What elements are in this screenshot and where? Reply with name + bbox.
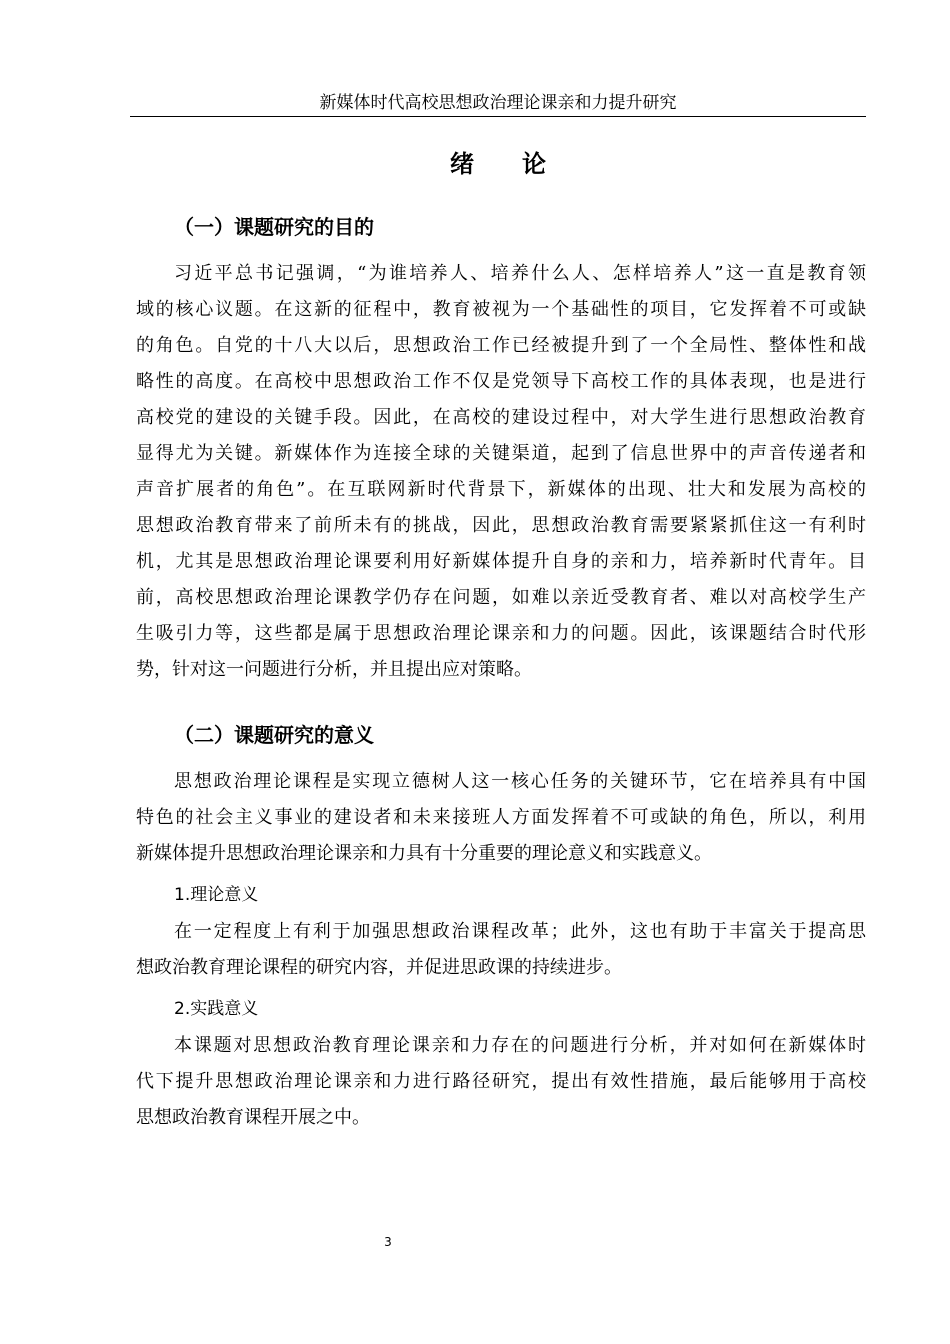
paragraph-line: 习近平总书记强调，“为谁培养人、培养什么人、怎样培养人”这一直是教育领: [174, 263, 866, 284]
subsection-heading-theoretical: 1.理论意义: [174, 885, 259, 905]
chapter-title: 绪论: [450, 150, 594, 178]
paragraph-line: 前，高校思想政治理论课教学仍存在问题，如难以亲近受教育者、难以对高校学生产: [136, 587, 866, 608]
paragraph-line: 声音扩展者的角色”。在互联网新时代背景下，新媒体的出现、壮大和发展为高校的: [136, 479, 866, 500]
page-number: 3: [384, 1235, 392, 1249]
paragraph-line: 在一定程度上有利于加强思想政治课程改革；此外，这也有助于丰富关于提高思: [174, 921, 866, 942]
paragraph-line: 机，尤其是思想政治理论课要利用好新媒体提升自身的亲和力，培养新时代青年。目: [136, 551, 866, 572]
section-heading-significance: （二）课题研究的意义: [174, 723, 374, 747]
paragraph-line: 生吸引力等，这些都是属于思想政治理论课亲和力的问题。因此，该课题结合时代形: [136, 623, 866, 644]
paragraph-line: 特色的社会主义事业的建设者和未来接班人方面发挥着不可或缺的角色，所以，利用: [136, 807, 866, 828]
section-heading-purpose: （一）课题研究的目的: [174, 215, 374, 239]
paragraph-line: 思想政治理论课程是实现立德树人这一核心任务的关键环节，它在培养具有中国: [174, 771, 866, 792]
paragraph-line: 代下提升思想政治理论课亲和力进行路径研究，提出有效性措施，最后能够用于高校: [136, 1071, 866, 1092]
paragraph-line: 思想政治教育带来了前所未有的挑战，因此，思想政治教育需要紧紧抓住这一有利时: [136, 515, 866, 536]
running-header: 新媒体时代高校思想政治理论课亲和力提升研究: [319, 93, 677, 113]
paragraph-line: 显得尤为关键。新媒体作为连接全球的关键渠道，起到了信息世界中的声音传递者和: [136, 443, 866, 464]
paragraph-line: 本课题对思想政治教育理论课亲和力存在的问题进行分析，并对如何在新媒体时: [174, 1035, 866, 1056]
paragraph-line: 域的核心议题。在这新的征程中，教育被视为一个基础性的项目，它发挥着不可或缺: [136, 299, 866, 320]
paragraph-line: 的角色。自党的十八大以后，思想政治工作已经被提升到了一个全局性、整体性和战: [136, 335, 866, 356]
paragraph-line: 想政治教育理论课程的研究内容，并促进思政课的持续进步。: [136, 957, 622, 978]
paragraph-line: 略性的高度。在高校中思想政治工作不仅是党领导下高校工作的具体表现，也是进行: [136, 371, 866, 392]
paragraph-line: 思想政治教育课程开展之中。: [136, 1107, 370, 1128]
header-rule: [130, 116, 866, 117]
subsection-heading-practical: 2.实践意义: [174, 999, 259, 1019]
paragraph-line: 高校党的建设的关键手段。因此，在高校的建设过程中，对大学生进行思想政治教育: [136, 407, 866, 428]
paragraph-line: 新媒体提升思想政治理论课亲和力具有十分重要的理论意义和实践意义。: [136, 843, 712, 864]
paragraph-line: 势，针对这一问题进行分析，并且提出应对策略。: [136, 659, 532, 680]
